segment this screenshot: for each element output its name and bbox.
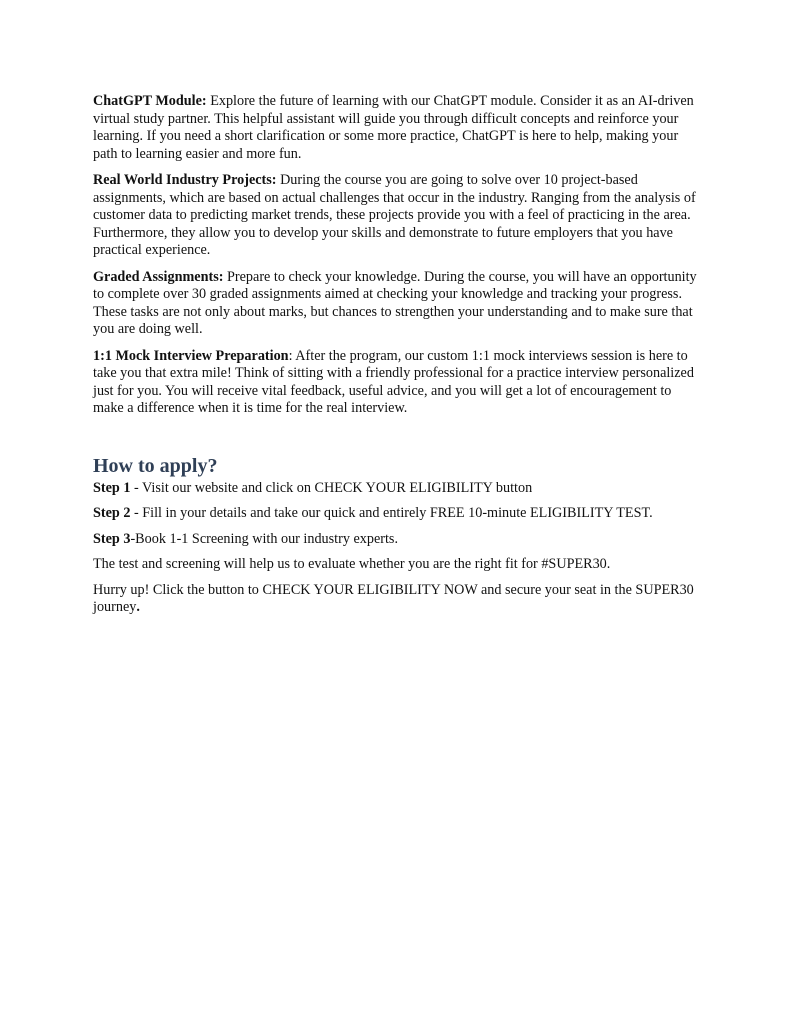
step-3-label: Step 3: [93, 530, 131, 547]
evaluation-note: The test and screening will help us to evaluate whether you are the right fit for #SUPER30.: [93, 556, 611, 572]
industry-projects-paragraph: [93, 172, 703, 260]
closing-period: .: [136, 599, 140, 615]
chatgpt-module-body: Explore the future of learning with our ChatGPT module. Consider it as an AI-driven virtual study partner. This helpful assistant will guide you through difficult concepts and reinforce your learning. If you need a short clarification or some more practice, ChatGPT is here to help, making your path to learning easier and more fun.: [93, 93, 694, 162]
graded-assignments-paragraph: [93, 269, 703, 339]
step-2-label: Step 2: [93, 505, 131, 521]
industry-projects-body: During the course you are going to solve over 10 project-based assignments, which are based on actual challenges that occur in the industry. Ranging from the analysis of customer data to predicting market trends, these projects provide you with a feel of practicing in the area. Furthermore, they allow you to develop your skills and demonstrate to future employers that you have practical experience.: [93, 172, 696, 258]
chatgpt-module-paragraph: [93, 93, 703, 163]
closing-paragraph: [93, 582, 703, 617]
graded-assignments-body: Prepare to check your knowledge. During the course, you will have an opportunity to complete over 30 graded assignments aimed at checking your knowledge and tracking your progress. These tasks are not only about marks, but chances to strengthen your understanding and to make sure that you are doing well.: [93, 268, 697, 337]
mock-interview-title: 1:1 Mock Interview Preparation: [93, 347, 289, 364]
step-1: [93, 480, 703, 498]
document-page: [93, 93, 703, 625]
section-spacer: [93, 427, 703, 454]
step-1-label: Step 1: [93, 479, 131, 496]
step-3: [93, 531, 703, 549]
step-2: [93, 505, 703, 523]
closing-text: Hurry up! Click the button to CHECK YOUR ELIGIBILITY NOW and secure your seat in the SUPER30 journey: [93, 581, 694, 615]
mock-interview-paragraph: [93, 348, 703, 418]
step-3-text: -Book 1-1 Screening with our industry experts.: [130, 530, 398, 547]
graded-assignments-title: Graded Assignments:: [93, 268, 224, 285]
industry-projects-title: Real World Industry Projects:: [93, 172, 277, 188]
how-to-apply-heading: How to apply?: [93, 454, 218, 477]
chatgpt-module-title: ChatGPT Module:: [93, 93, 207, 109]
mock-interview-body: : After the program, our custom 1:1 mock interviews session is here to take you that extra mile! Think of sitting with a friendly professional for a practice interview personalized just for you. You will receive vital feedback, useful advice, and you will get a lot of encouragement to make a difference when it is time for the real interview.: [93, 347, 694, 416]
step-1-text: - Visit our website and click on CHECK YOUR ELIGIBILITY button: [130, 479, 533, 496]
step-2-text: - Fill in your details and take our quick and entirely FREE 10-minute ELIGIBILITY TEST.: [130, 505, 653, 521]
